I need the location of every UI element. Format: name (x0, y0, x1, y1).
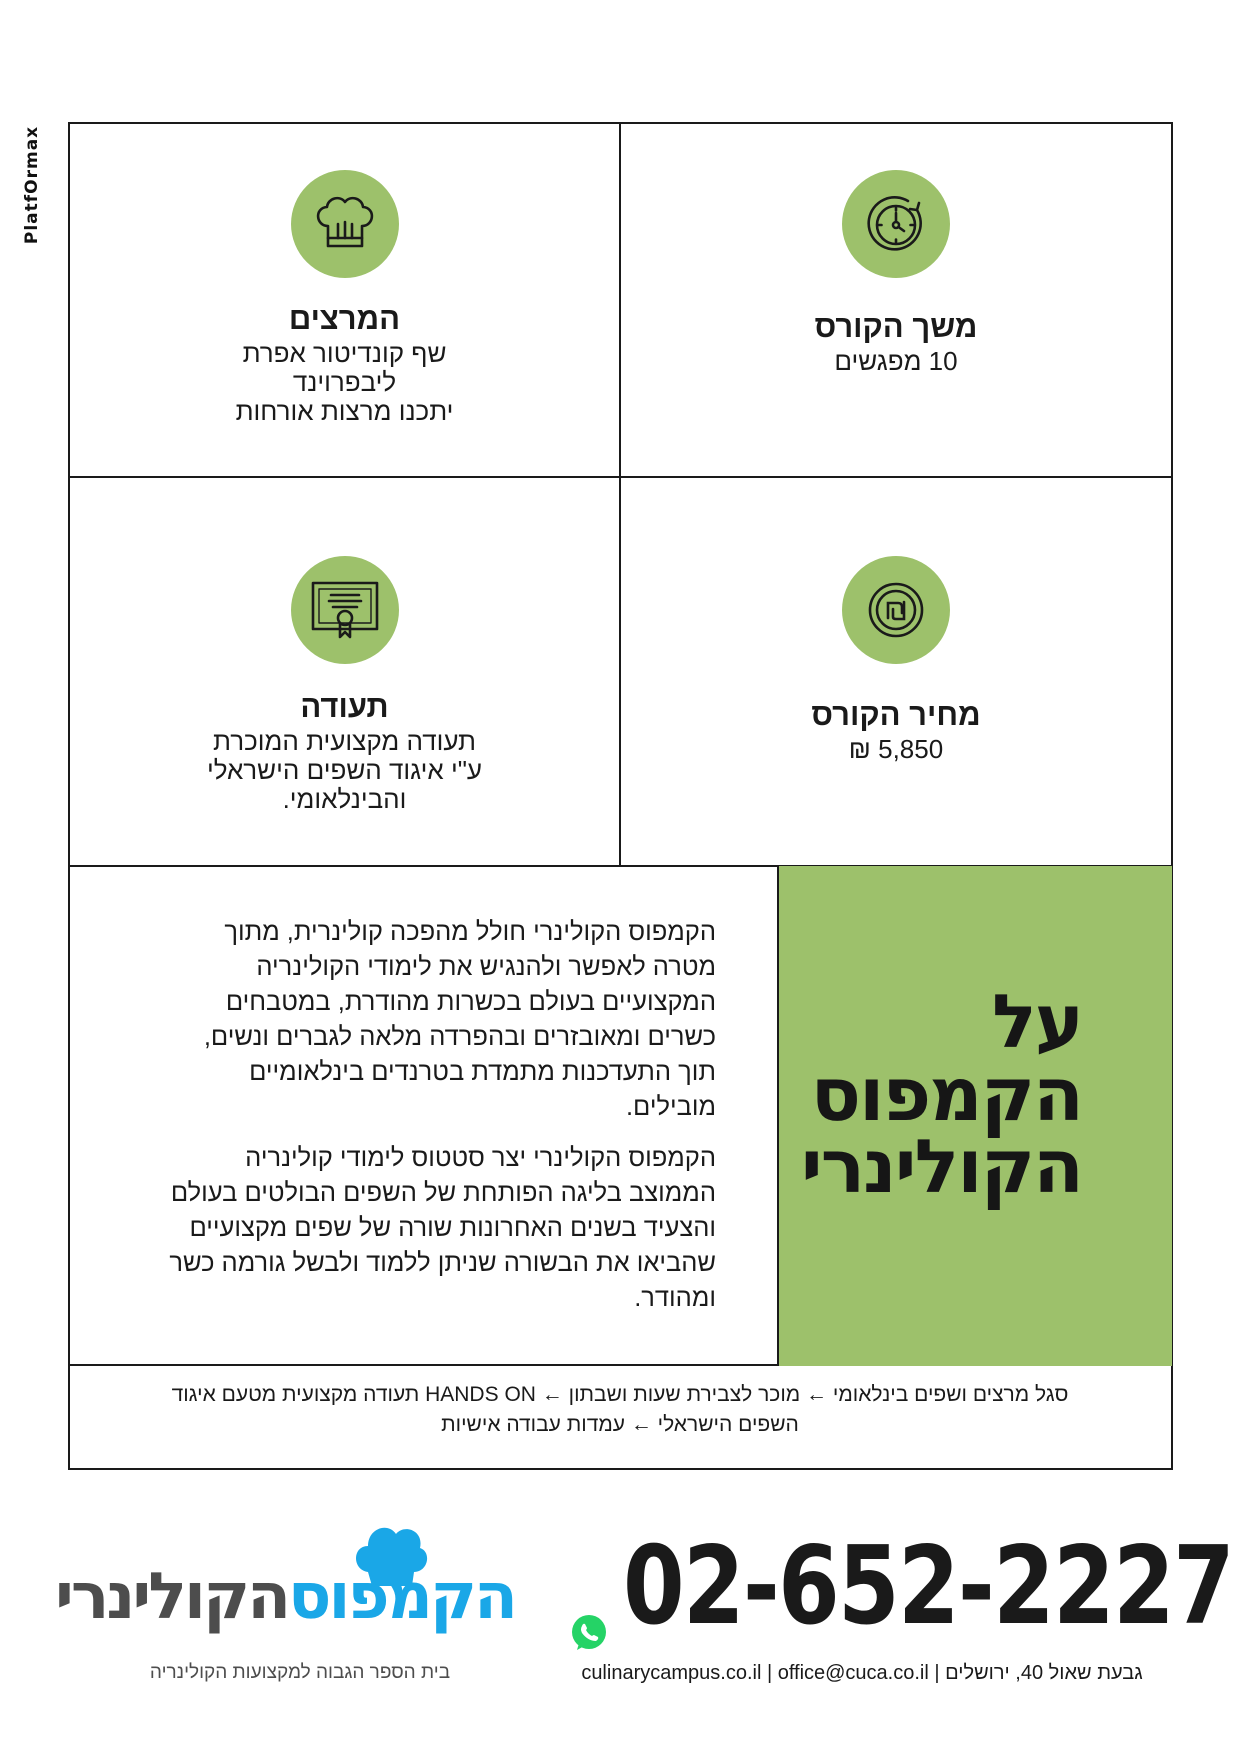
price-title: מחיר הקורס (811, 697, 981, 732)
duration-title: משך הקורס (814, 309, 978, 344)
about-title: על הקמפוס הקולינרי (800, 979, 1082, 1211)
about-title-panel (779, 866, 1172, 1366)
stopwatch-icon (842, 170, 950, 278)
features-strip (120, 1380, 1120, 1440)
certificate-title: תעודה (300, 689, 389, 724)
phone-number[interactable]: 02-652-2227 (623, 1524, 1234, 1649)
duration-value: 10 מפגשים (834, 346, 958, 377)
about-paragraph-1: הקמפוס הקולינרי חולל מהפכה קולינרית, מתוך מטרה לאפשר ולהנגיש את לימודי הקולינריה המקצועיים בעולם בכשרות מהודרת, במטבחים כשרים ומאובזרים ובהפרדה מלאה לגברים ונשים, תוך התעדכנות מתמדת בטרנדים בינלאומיים מובילים. (203, 918, 716, 1121)
lecturers-line-2: ליבפרוינד (292, 367, 397, 398)
side-brand-label: PlatfOrmax (22, 125, 42, 245)
features-line-1: סגל מרצים ושפים בינלאומי ← מוכר לצבירת שעות ושבתון ← HANDS ON תעודה מקצועית מטעם איגוד (171, 1383, 1069, 1406)
lecturers-line-1: שף קונדיטור אפרת (242, 338, 447, 369)
about-description (120, 915, 716, 1332)
certificate-line-1: תעודה מקצועית המוכרת (213, 726, 476, 757)
course-duration-card (621, 170, 1171, 376)
lecturers-card (70, 170, 619, 427)
grid-divider-row1 (69, 476, 1172, 478)
about-paragraph-2: הקמפוס הקולינרי יצר סטטוס לימודי קולינריה הממוצב בליגה הפותחת של השפים הבולטים בעולם והצעיד בשנים האחרונות שורה של שפים מקצועיים שהביאו את הבשורה שניתן ללמוד ולבשל גורמה כשר ומהודר. (169, 1144, 716, 1312)
shekel-coin-icon (842, 556, 950, 664)
price-value: 5,850 ₪ (848, 734, 944, 765)
logo-wordmark: הקמפוסהקולינרי (55, 1560, 515, 1634)
whatsapp-icon[interactable] (568, 1612, 610, 1654)
course-price-card (621, 556, 1171, 764)
certificate-icon (291, 556, 399, 664)
contact-block (568, 1524, 1234, 1712)
certificate-line-3: והבינלאומי. (282, 784, 407, 815)
lecturers-line-3: יתכנו מרצות אורחות (235, 396, 454, 427)
contact-line: culinarycampus.co.il | office@cuca.co.il | גבעת שאול 40, ירושלים (581, 1662, 1143, 1684)
lecturers-title: המרצים (288, 301, 401, 336)
campus-logo (55, 1520, 525, 1683)
chef-hat-icon (291, 170, 399, 278)
certificate-line-2: ע"י איגוד השפים הישראלי (206, 755, 483, 786)
features-line-2: השפים הישראלי ← עמדות עבודה אישיות (441, 1413, 799, 1436)
logo-tagline: בית הספר הגבוה למקצועות הקולינריה (149, 1662, 451, 1683)
certificate-card (70, 556, 619, 815)
